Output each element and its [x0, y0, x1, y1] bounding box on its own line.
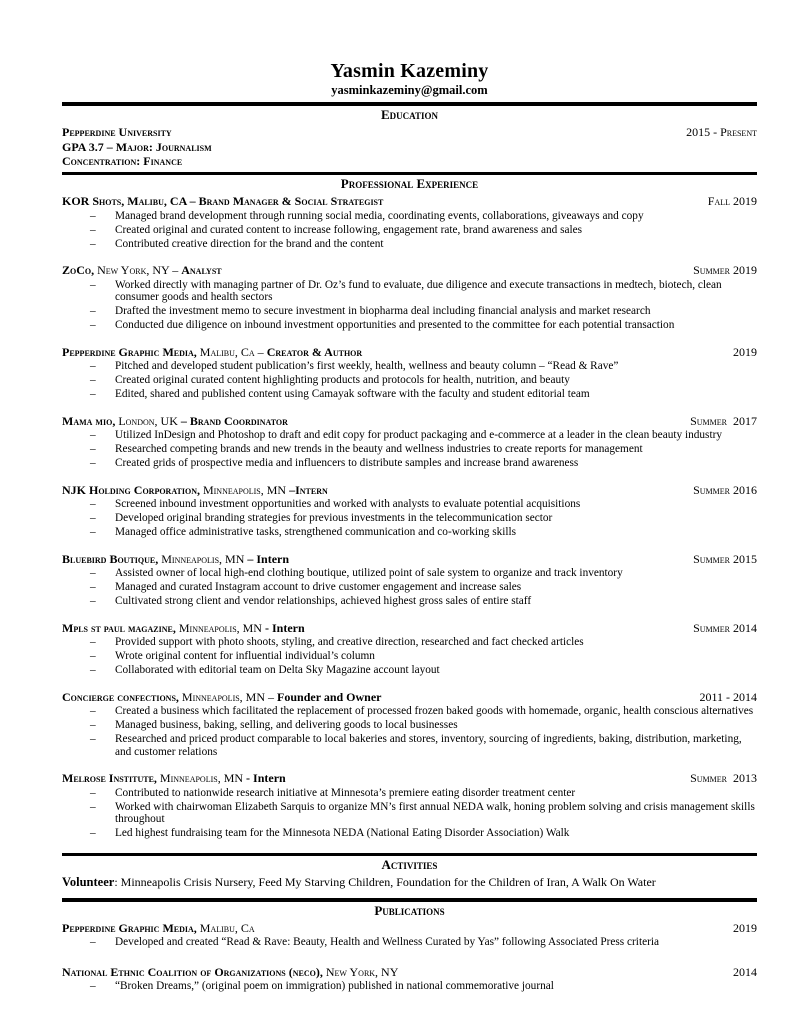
- entry-heading-segment: NJK Holding Corporation,: [62, 482, 200, 497]
- bullet-item: [62, 279, 757, 304]
- entry-heading: [62, 771, 680, 785]
- bullet-dash: –: [90, 209, 96, 222]
- entry-heading: [62, 552, 683, 566]
- entry-date: Summer 2015: [693, 551, 757, 566]
- experience-entry-header: [62, 690, 757, 704]
- publication-entry: [62, 921, 757, 949]
- entry-date: 2014: [733, 964, 757, 979]
- publication-entry-header: [62, 921, 757, 935]
- bullet-item: [62, 388, 757, 401]
- bullet-item: [62, 319, 757, 332]
- entry-heading-segment: Pepperdine Graphic Media,: [62, 920, 197, 935]
- education-gpa-major: GPA 3.7 – Major: Journalism: [62, 139, 212, 154]
- bullet-text: Developed and created “Read & Rave: Beauty, Health and Wellness Curated by Yas” following Associated Press criteria: [115, 936, 660, 948]
- bullet-text: Wrote original content for influential individual’s column: [115, 650, 375, 662]
- entry-heading-segment: Minneapolis, MN: [175, 620, 265, 635]
- experience-entry: [62, 414, 757, 470]
- bullet-dash: –: [90, 719, 96, 731]
- bullet-dash: –: [90, 223, 96, 236]
- school-name: Pepperdine University: [62, 124, 172, 139]
- bullet-dash: –: [90, 526, 96, 538]
- bullet-text: Researched competing brands and new trends in the beauty and wellness industries to create reports for management: [115, 443, 643, 455]
- bullet-item: [62, 238, 757, 251]
- bullet-dash: –: [90, 429, 96, 441]
- entry-heading: [62, 621, 683, 635]
- bullet-dash: –: [90, 319, 96, 331]
- entry-date: Summer 2013: [690, 771, 757, 785]
- experience-entry: [62, 345, 757, 401]
- bullet-item: [62, 719, 757, 732]
- bullet-text: Worked directly with managing partner of Dr. Oz’s fund to evaluate, due diligence and execute transactions in medtech, biotech, clean consumer goods and health sectors: [115, 278, 722, 303]
- entry-heading-segment: – Intern: [247, 551, 290, 566]
- bullet-dash: –: [90, 936, 96, 948]
- entry-heading-segment: Concierge confections,: [62, 689, 179, 704]
- bullet-text: Developed original branding strategies for previous investments in the telecommunication sector: [115, 512, 553, 524]
- experience-entry-header: [62, 621, 757, 635]
- entry-heading-segment: Bluebird Boutique,: [62, 551, 159, 566]
- bullet-dash: –: [90, 581, 96, 593]
- bullet-text: Collaborated with editorial team on Delta Sky Magazine account layout: [115, 664, 440, 676]
- bullet-text: Contributed creative direction for the brand and the content: [115, 237, 384, 250]
- education-concentration: Concentration: Finance: [62, 153, 183, 168]
- entry-heading-segment: Brand Manager & Social Strategist: [198, 194, 384, 208]
- email-address: yasminkazeminy@gmail.com: [331, 83, 488, 97]
- section-divider: [62, 102, 757, 106]
- entry-heading-segment: – Brand Coordinator: [180, 413, 288, 428]
- bullet-dash: –: [90, 457, 96, 469]
- entry-heading-segment: London, UK: [115, 413, 181, 428]
- volunteer-text: : Minneapolis Crisis Nursery, Feed My Starving Children, Foundation for the Children of Iran, A Walk On Water: [114, 875, 656, 889]
- entry-heading: [62, 263, 683, 277]
- publication-entry-header: [62, 965, 757, 979]
- bullet-item: [62, 827, 757, 840]
- bullet-item: [62, 650, 757, 663]
- bullet-item: [62, 636, 757, 649]
- bullet-text: Contributed to nationwide research initiative at Minnesota’s premiere eating disorder treatment center: [115, 786, 576, 799]
- bullet-dash: –: [90, 664, 96, 676]
- entry-heading-segment: Minneapolis, MN: [158, 551, 248, 566]
- section-divider: [62, 898, 757, 902]
- entry-heading-segment: Analyst: [181, 263, 222, 277]
- experience-entry: [62, 263, 757, 332]
- entry-heading-segment: ZoCo,: [62, 263, 95, 277]
- entry-date: Fall 2019: [707, 194, 757, 208]
- bullet-dash: –: [90, 512, 96, 524]
- entry-heading-segment: Founder and Owner: [277, 689, 382, 704]
- entry-heading: [62, 690, 689, 704]
- entry-heading-segment: Mpls st paul magazine,: [62, 620, 176, 635]
- bullet-item: [62, 936, 757, 949]
- experience-entry: [62, 771, 757, 840]
- bullet-text: Assisted owner of local high-end clothing boutique, utilized point of sale system to organize and track inventory: [115, 567, 623, 579]
- entry-date: Summer 2014: [693, 620, 757, 635]
- entry-heading-segment: New York, NY –: [94, 263, 182, 277]
- bullet-item: [62, 512, 757, 525]
- bullet-dash: –: [90, 786, 96, 799]
- experience-entry-header: [62, 345, 757, 359]
- entry-heading-segment: National Ethnic Coalition of Organizations (neco),: [62, 964, 323, 979]
- experience-entry: [62, 552, 757, 608]
- bullet-text: Created original and curated content to increase following, engagement rate, brand awareness and sales: [115, 223, 583, 236]
- bullet-dash: –: [90, 360, 96, 372]
- bullet-item: [62, 664, 757, 677]
- volunteer-line: [62, 875, 757, 889]
- person-name: Yasmin Kazeminy: [330, 60, 489, 82]
- bullet-item: [62, 374, 757, 387]
- bullet-item: [62, 498, 757, 511]
- bullet-item: [62, 567, 757, 580]
- bullet-text: Screened inbound investment opportunities and worked with analysts to evaluate potential acquisitions: [115, 498, 581, 510]
- bullet-item: [62, 429, 757, 442]
- education-entry: [62, 125, 757, 140]
- bullet-item: [62, 733, 757, 758]
- bullet-dash: –: [90, 498, 96, 510]
- experience-entry: [62, 194, 757, 250]
- bullet-dash: –: [90, 278, 96, 291]
- bullet-text: Managed brand development through running social media, coordinating events, collaborations, giveaways and copy: [115, 209, 644, 222]
- bullet-item: [62, 526, 757, 539]
- publication-entry: [62, 965, 757, 993]
- bullet-item: [62, 705, 757, 718]
- entry-heading-segment: Creator & Author: [266, 344, 363, 359]
- section-title-experience: Professional Experience: [340, 176, 479, 191]
- bullet-dash: –: [90, 388, 96, 400]
- experience-entry: [62, 483, 757, 539]
- bullet-text: Drafted the investment memo to secure investment in biopharma deal including financial analysis and market research: [115, 305, 651, 317]
- bullet-text: Edited, shared and published content using Camayak software with the faculty and student editorial team: [115, 388, 590, 400]
- experience-entry-header: [62, 552, 757, 566]
- bullet-text: Managed and curated Instagram account to drive customer engagement and increase sales: [115, 581, 522, 593]
- bullet-item: [62, 360, 757, 373]
- entry-heading: [62, 483, 683, 497]
- entry-heading: [62, 194, 698, 208]
- entry-heading-segment: New York, NY: [322, 964, 399, 979]
- bullet-text: Managed office administrative tasks, strengthened communication and co-working skills: [115, 526, 517, 538]
- experience-entry: [62, 621, 757, 677]
- section-title-activities: Activities: [381, 857, 438, 872]
- entry-heading-segment: Mama mio,: [62, 413, 116, 428]
- entry-heading: [62, 345, 723, 359]
- bullet-dash: –: [90, 567, 96, 579]
- bullet-item: [62, 801, 757, 826]
- entry-heading-segment: Minneapolis, MN: [199, 482, 290, 497]
- entry-heading-segment: Malibu, Ca –: [196, 344, 267, 359]
- bullet-item: [62, 210, 757, 223]
- bullet-text: Cultivated strong client and vendor relationships, achieved highest gross sales of entire staff: [115, 595, 532, 607]
- bullet-item: [62, 787, 757, 800]
- bullet-item: [62, 224, 757, 237]
- entry-heading: [62, 414, 680, 428]
- entry-heading-segment: Minneapolis, MN –: [178, 689, 278, 704]
- section-divider: [62, 172, 757, 176]
- bullet-item: [62, 457, 757, 470]
- bullet-dash: –: [90, 374, 96, 386]
- section-title-publications: Publications: [374, 902, 445, 918]
- experience-entry-header: [62, 414, 757, 428]
- bullet-text: Conducted due diligence on inbound investment opportunities and presented to the committee for each potential transaction: [115, 319, 675, 331]
- volunteer-label: Volunteer: [62, 875, 115, 889]
- bullet-item: [62, 443, 757, 456]
- entry-heading-segment: - Intern: [246, 771, 286, 785]
- education-date: 2015 - Present: [686, 124, 757, 139]
- experience-entry-header: [62, 263, 757, 277]
- section-divider: [62, 853, 757, 857]
- entry-heading-segment: Melrose Institute,: [62, 771, 157, 785]
- bullet-dash: –: [90, 827, 96, 839]
- entry-heading-segment: KOR Shots, Malibu, CA –: [62, 194, 199, 208]
- bullet-text: Researched and priced product comparable to local bakeries and stores, inventory, sourcing of ingredients, baking, distribution, marketing, and customer relations: [115, 733, 742, 758]
- publications-list: [62, 921, 757, 993]
- experience-entry-header: [62, 194, 757, 208]
- bullet-dash: –: [90, 595, 96, 607]
- bullet-dash: –: [90, 800, 96, 813]
- experience-entry-header: [62, 771, 757, 785]
- bullet-dash: –: [90, 636, 96, 648]
- bullet-text: Created grids of prospective media and influencers to distribute samples and increase brand awareness: [115, 457, 579, 469]
- entry-heading-segment: - Intern: [264, 620, 305, 635]
- entry-date: Summer 2016: [693, 482, 757, 497]
- bullet-text: Led highest fundraising team for the Minnesota NEDA (National Eating Disorder Association) Walk: [115, 827, 570, 839]
- bullet-text: Provided support with photo shoots, styling, and creative direction, researched and fact checked articles: [115, 636, 584, 648]
- entry-date: Summer 2019: [693, 263, 757, 277]
- bullet-text: Utilized InDesign and Photoshop to draft and edit copy for product packaging and e-commerce at a leader in the clean beauty industry: [115, 429, 723, 441]
- entry-heading-segment: Pepperdine Graphic Media,: [62, 344, 197, 359]
- bullet-dash: –: [90, 705, 96, 717]
- entry-heading: [62, 965, 723, 979]
- experience-list: [62, 194, 757, 840]
- section-title-education: Education: [380, 106, 438, 122]
- bullet-dash: –: [90, 237, 96, 250]
- experience-entry: [62, 690, 757, 759]
- entry-date: 2019: [733, 344, 757, 359]
- bullet-item: [62, 581, 757, 594]
- bullet-text: Worked with chairwoman Elizabeth Sarquis to organize MN’s first annual NEDA walk, honing problem solving and crisis management skills throughout: [115, 800, 755, 825]
- entry-heading-segment: Malibu, Ca: [196, 920, 255, 935]
- entry-heading-segment: Minneapolis, MN: [156, 771, 247, 785]
- bullet-text: “Broken Dreams,” (original poem on immigration) published in national commemorative journal: [115, 980, 554, 992]
- entry-date: 2011 - 2014: [699, 689, 757, 704]
- bullet-text: Pitched and developed student publication’s first weekly, health, wellness and beauty column – “Read & Rave”: [115, 360, 619, 372]
- bullet-text: Created original curated content highlighting products and protocols for health, nutrition, and beauty: [115, 374, 570, 386]
- entry-heading-segment: –Intern: [289, 482, 328, 497]
- bullet-item: [62, 305, 757, 318]
- entry-date: Summer 2017: [690, 413, 757, 428]
- bullet-text: Managed business, baking, selling, and delivering goods to local businesses: [115, 719, 458, 731]
- bullet-dash: –: [90, 980, 96, 992]
- bullet-dash: –: [90, 443, 96, 455]
- experience-entry-header: [62, 483, 757, 497]
- bullet-dash: –: [90, 733, 96, 745]
- bullet-item: [62, 595, 757, 608]
- bullet-text: Created a business which facilitated the replacement of processed frozen baked goods with homemade, organic, health conscious alternatives: [115, 705, 754, 717]
- entry-heading: [62, 921, 723, 935]
- bullet-dash: –: [90, 650, 96, 662]
- bullet-dash: –: [90, 305, 96, 317]
- entry-date: 2019: [733, 920, 757, 935]
- bullet-item: [62, 980, 757, 993]
